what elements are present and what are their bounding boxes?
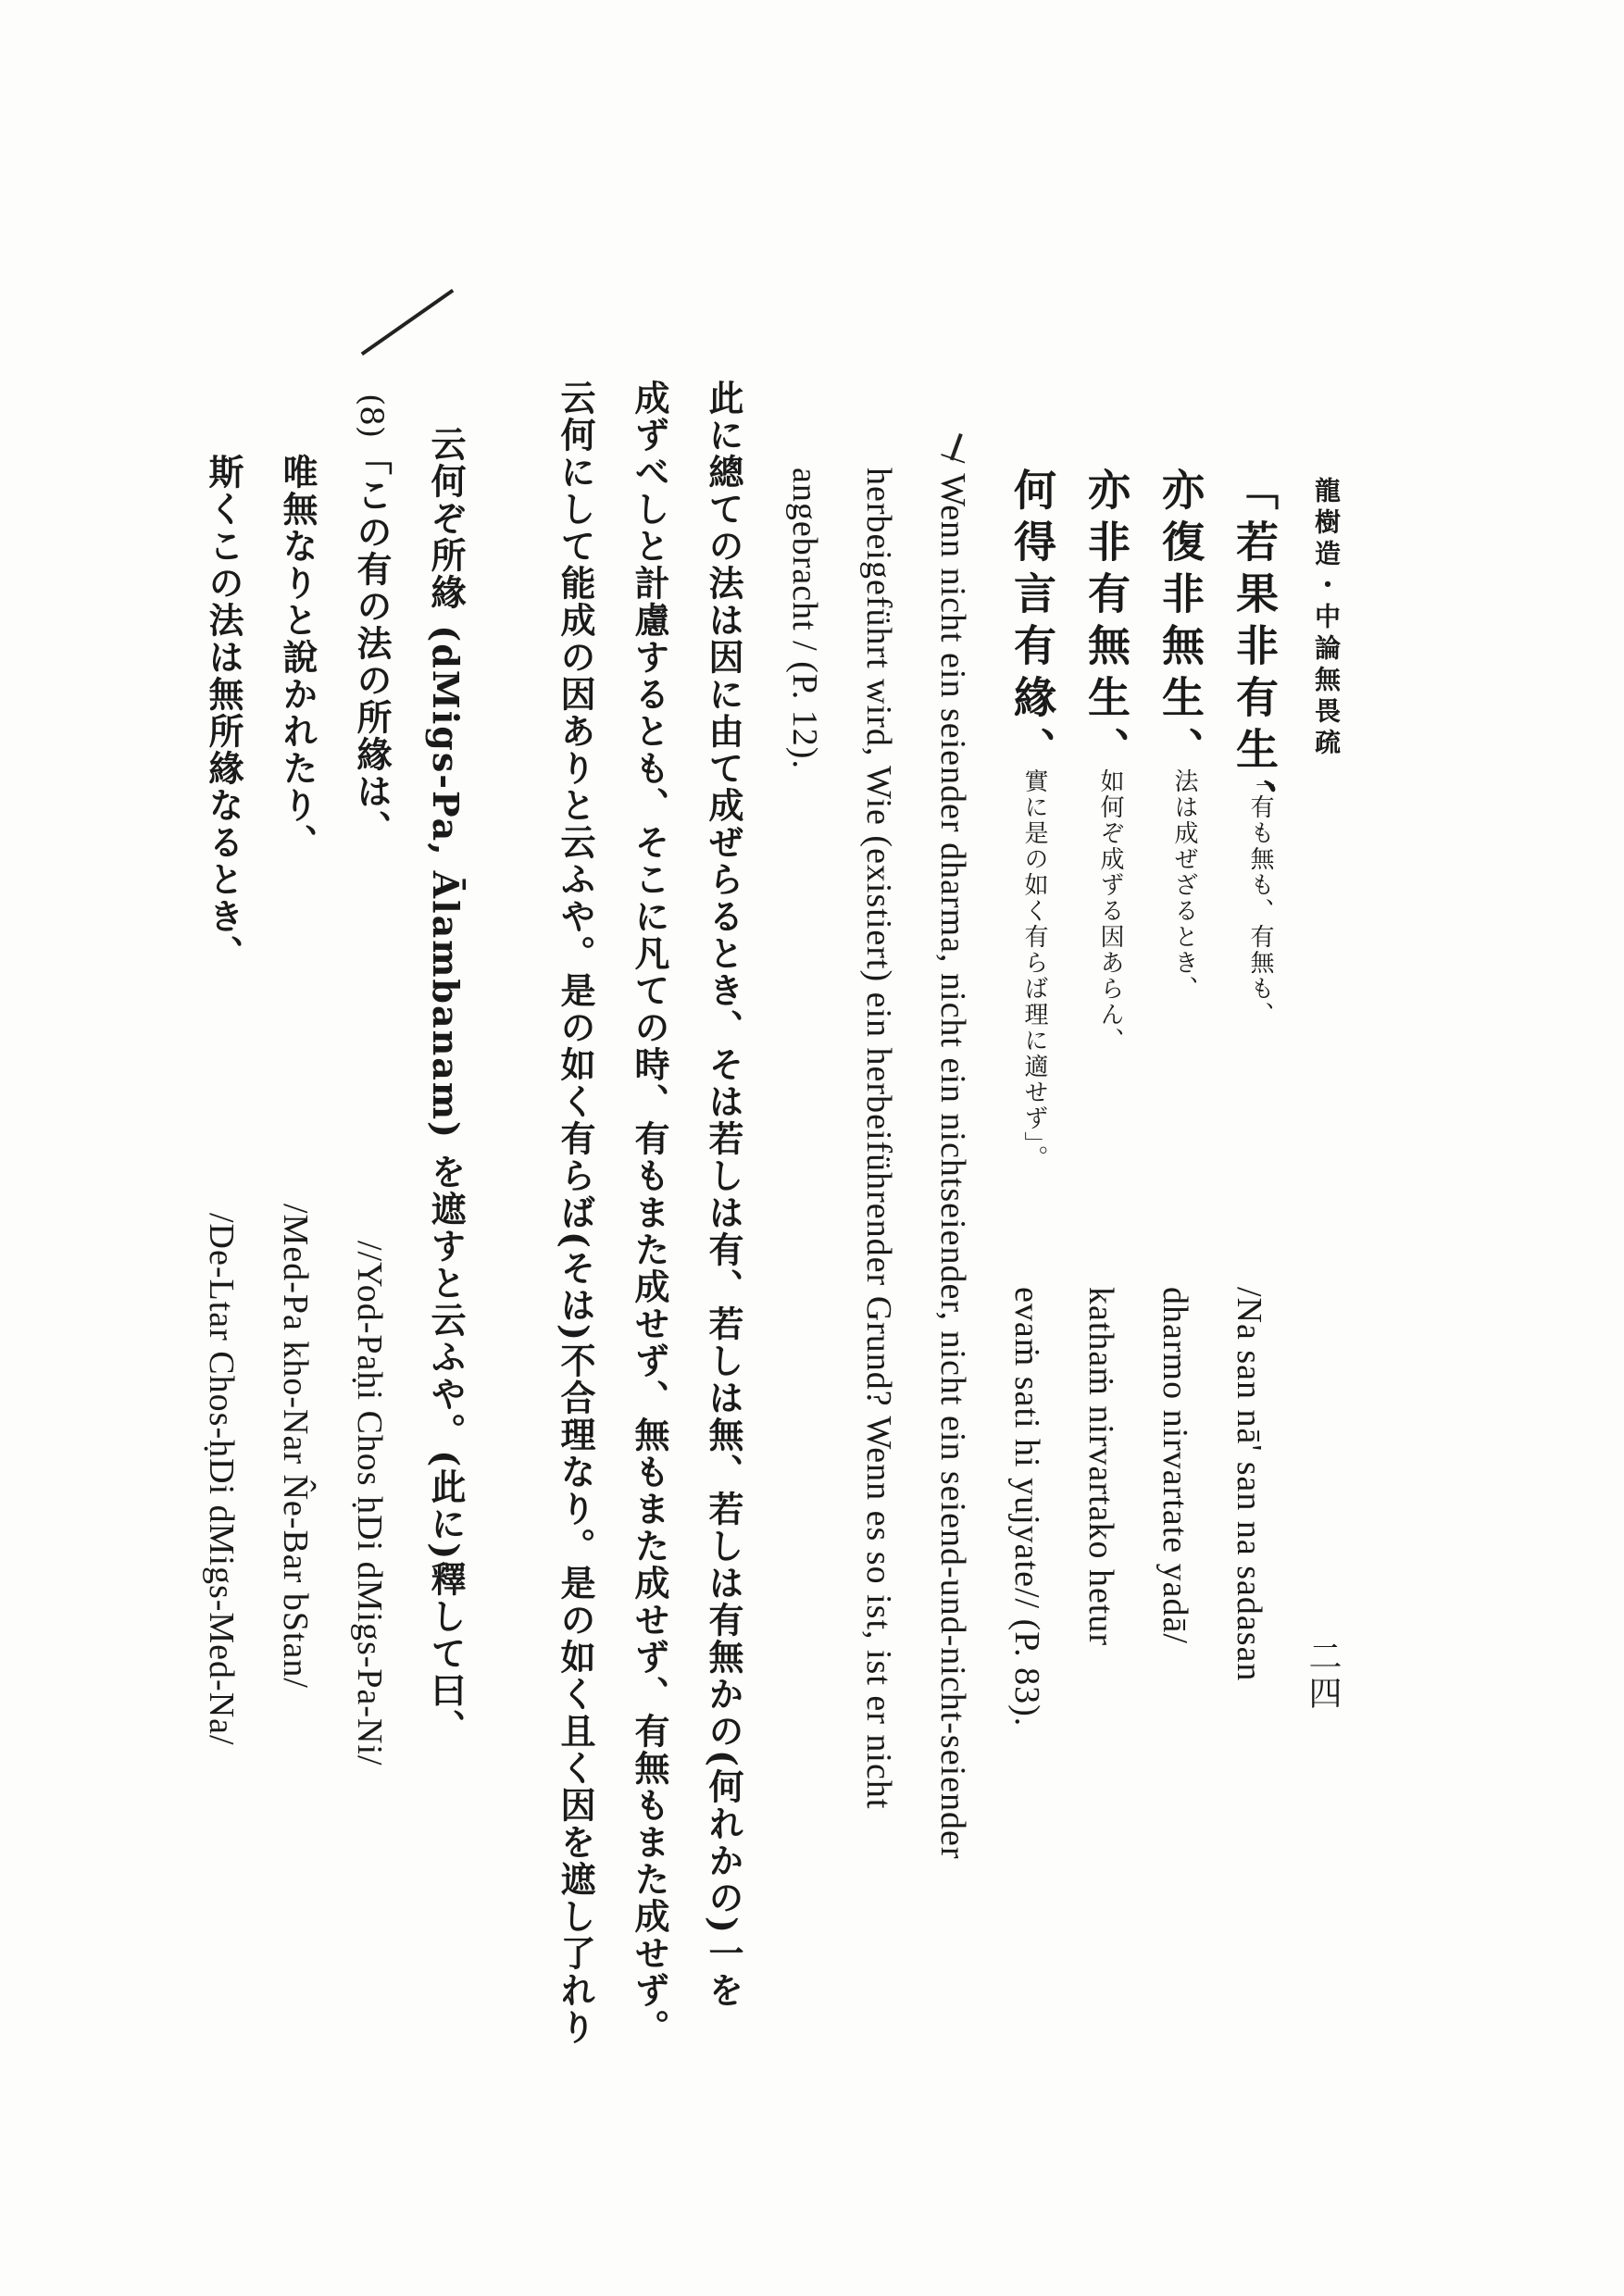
verse-number: (8) <box>353 393 390 439</box>
verse8-line-1: 「この有の法の所緣は、 <box>351 440 393 847</box>
running-header: 龍樹造・中論無畏疏 <box>1311 477 1342 760</box>
verse-line-1: 「若果非有生、 <box>1230 468 1280 830</box>
verse-line-2: 亦復非無生、 <box>1156 468 1206 779</box>
verse8-romanized-1: //Yod-Paḥi Chos ḥDi dMigs-Pa-Ni/ <box>350 1241 389 1766</box>
commentary-line-3: 云何にして能成の因ありと云ふや。是の如く有らば(そは)不合理なり。是の如く且く因を遮し了れり <box>555 380 596 2046</box>
romanized-line-3: kathaṁ nirvartako hetur <box>1081 1287 1120 1647</box>
romanized-line-2: dharmo nirvartate yadā/ <box>1156 1287 1194 1644</box>
handwritten-slash-mark <box>361 289 455 356</box>
gloss-line-1: 「有も無も、有無も、 <box>1246 768 1274 1028</box>
gloss-line-2: 法は成ぜざるとき、 <box>1170 768 1198 1002</box>
commentary-line-1: 此に總ての法は因に由て成ぜらるとき、そは若しは有、若しは無、若しは有無かの(何れかの)一を <box>703 380 744 2009</box>
page-number: 二四 <box>1304 1639 1342 1713</box>
verse-line-3: 亦非有無生、 <box>1081 468 1131 779</box>
romanized-line-1: /Na san nā' san na sadasan <box>1230 1287 1268 1682</box>
german-line-2: herbeigeführt wird, Wie (existiert) ein herbeiführender Grund? Wenn es so ist, ist er nicht <box>859 468 898 1810</box>
verse8-line-2: 唯無なりと說かれたり、 <box>277 454 319 861</box>
verse8-romanized-2: /Med-Pa kho-Nar N̂e-Bar bStan/ <box>276 1204 315 1689</box>
verse8-line-3: 斯くこの法は無所緣なるとき、 <box>203 454 244 972</box>
gloss-line-3: 如何ぞ成ずる因あらん、 <box>1096 768 1124 1054</box>
german-line-1: / Wenn nicht ein seiender dharma, nicht ein nichtseiender, nicht ein seiend-und-nicht-seiender <box>933 454 972 1860</box>
gloss-line-4: 實に是の如く有らば理に適せず」。 <box>1020 768 1048 1171</box>
verse8-romanized-3: /De-Ltar Chos-ḥDi dMigs-Med-Na/ <box>202 1213 241 1746</box>
german-line-3: angebracht / (P. 12). <box>785 468 824 769</box>
romanized-line-4: evaṁ sati hi yujyate// (P. 83). <box>1007 1287 1046 1728</box>
verse-line-4: 何得言有緣、 <box>1007 468 1057 779</box>
section-intro: 云何ぞ所緣 (dMigs-Pa, Ālambanam) を遮すと云ふや。(此に)釋して曰、 <box>425 426 467 1747</box>
commentary-line-2: 成ずべしと計慮するとも、そこに凡ての時、有もまた成せず、無もまた成せず、有無もまた成せず。 <box>629 380 670 2046</box>
